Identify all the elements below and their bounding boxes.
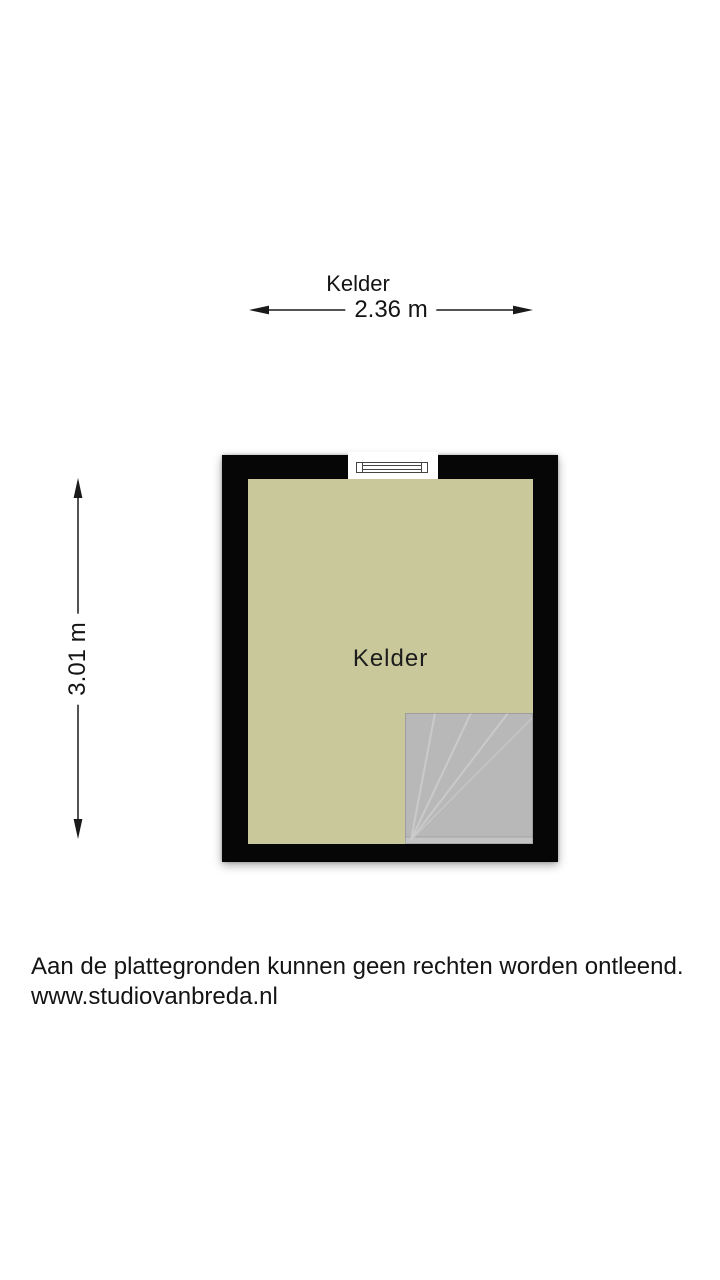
height-dimension [64,478,91,839]
floorplan [222,455,558,862]
window-glazing [363,465,421,470]
room-label: Kelder [352,645,429,672]
floor-area [248,479,533,844]
footer-website: www.studiovanbreda.nl [31,983,278,1010]
staircase [405,713,533,844]
width-dimension-value: 2.36 m [345,296,436,324]
footer [31,952,684,1012]
winder-stairs-icon [405,713,533,844]
window-jamb-right [421,463,427,472]
height-dimension-value: 3.01 m [64,613,92,704]
width-dimension [249,296,533,323]
window [348,452,438,479]
footer-disclaimer: Aan de plattegronden kunnen geen rechten worden ontleend. [31,953,684,980]
window-frame-icon [356,462,428,473]
top-room-title: Kelder [326,271,390,296]
